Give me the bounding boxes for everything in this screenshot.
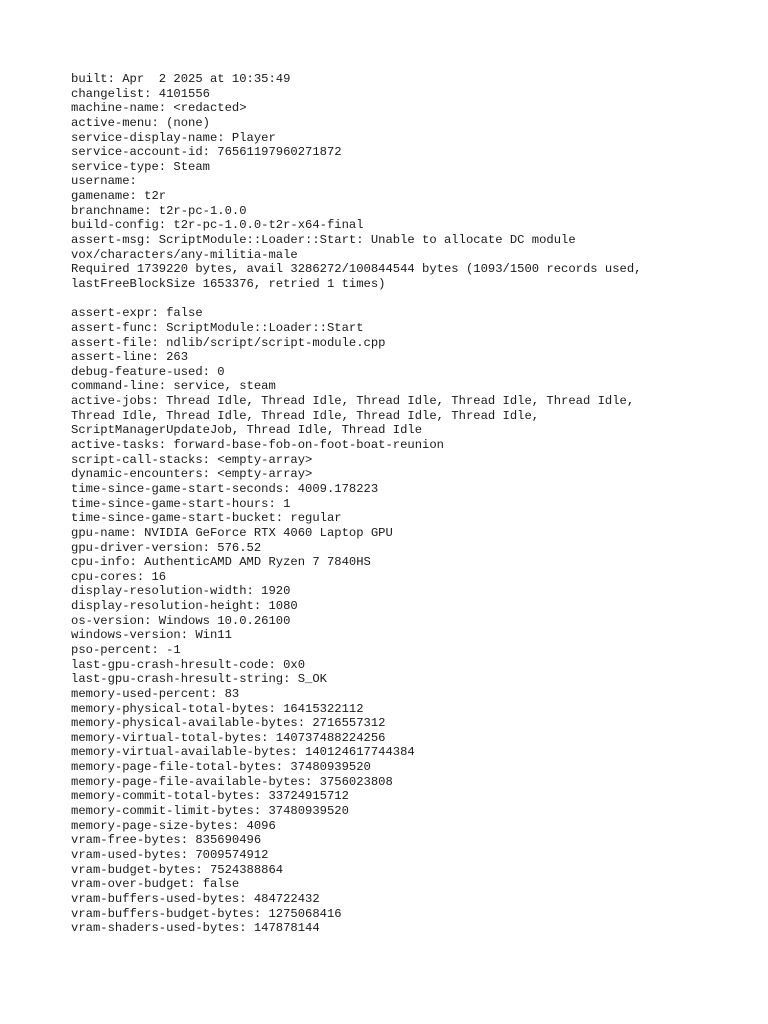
report-line: assert-msg: ScriptModule::Loader::Start: Unable to allocate DC module bbox=[71, 233, 576, 248]
report-line: gpu-name: NVIDIA GeForce RTX 4060 Laptop GPU bbox=[71, 525, 393, 540]
report-line: vram-budget-bytes: 7524388864 bbox=[71, 862, 284, 877]
report-line: assert-file: ndlib/script/script-module.cpp bbox=[71, 335, 386, 350]
report-line: memory-page-size-bytes: 4096 bbox=[71, 818, 276, 833]
report-line: display-resolution-width: 1920 bbox=[71, 584, 291, 599]
report-line: ScriptManagerUpdateJob, Thread Idle, Thread Idle bbox=[71, 423, 423, 438]
report-line: memory-physical-available-bytes: 2716557312 bbox=[71, 716, 386, 731]
report-line: assert-line: 263 bbox=[71, 350, 189, 365]
report-line: active-menu: (none) bbox=[71, 115, 210, 130]
blank-line bbox=[71, 292, 761, 307]
report-line: last-gpu-crash-hresult-string: S_OK bbox=[71, 672, 327, 687]
report-line: time-since-game-start-hours: 1 bbox=[71, 496, 291, 511]
report-line: time-since-game-start-bucket: regular bbox=[71, 511, 342, 526]
report-line: memory-virtual-available-bytes: 140124617744384 bbox=[71, 745, 415, 760]
report-line: os-version: Windows 10.0.26100 bbox=[71, 613, 291, 628]
report-line: cpu-info: AuthenticAMD AMD Ryzen 7 7840HS bbox=[71, 555, 371, 570]
report-line: cpu-cores: 16 bbox=[71, 569, 167, 584]
report-line: memory-commit-limit-bytes: 37480939520 bbox=[71, 804, 349, 819]
report-line: machine-name: <redacted> bbox=[71, 101, 247, 116]
report-line: build-config: t2r-pc-1.0.0-t2r-x64-final bbox=[71, 218, 364, 233]
report-line: last-gpu-crash-hresult-code: 0x0 bbox=[71, 657, 306, 672]
report-line: pso-percent: -1 bbox=[71, 642, 181, 657]
crash-report-text bbox=[71, 72, 761, 936]
report-line: script-call-stacks: <empty-array> bbox=[71, 452, 313, 467]
report-line: service-type: Steam bbox=[71, 159, 210, 174]
report-line: service-account-id: 76561197960271872 bbox=[71, 145, 342, 160]
report-line: memory-commit-total-bytes: 33724915712 bbox=[71, 789, 349, 804]
report-line: vram-used-bytes: 7009574912 bbox=[71, 847, 269, 862]
report-line: vram-over-budget: false bbox=[71, 877, 240, 892]
report-line: vram-buffers-used-bytes: 484722432 bbox=[71, 891, 320, 906]
report-line: active-jobs: Thread Idle, Thread Idle, Thread Idle, Thread Idle, Thread Idle, bbox=[71, 394, 635, 409]
report-line: vram-free-bytes: 835690496 bbox=[71, 833, 262, 848]
report-line: vram-buffers-budget-bytes: 1275068416 bbox=[71, 906, 342, 921]
report-line: active-tasks: forward-base-fob-on-foot-boat-reunion bbox=[71, 438, 444, 453]
report-line: assert-func: ScriptModule::Loader::Start bbox=[71, 320, 364, 335]
report-line: time-since-game-start-seconds: 4009.178223 bbox=[71, 481, 379, 496]
report-line: username: bbox=[71, 174, 137, 189]
report-line: gpu-driver-version: 576.52 bbox=[71, 540, 262, 555]
report-line: gamename: t2r bbox=[71, 189, 167, 204]
report-line: dynamic-encounters: <empty-array> bbox=[71, 467, 313, 482]
report-line: branchname: t2r-pc-1.0.0 bbox=[71, 203, 247, 218]
report-line: vram-shaders-used-bytes: 147878144 bbox=[71, 921, 320, 936]
report-line: built: Apr 2 2025 at 10:35:49 bbox=[71, 72, 291, 86]
report-line: lastFreeBlockSize 1653376, retried 1 times) bbox=[71, 276, 386, 291]
report-line: Thread Idle, Thread Idle, Thread Idle, Thread Idle, Thread Idle, bbox=[71, 408, 540, 423]
report-line: memory-physical-total-bytes: 16415322112 bbox=[71, 701, 364, 716]
report-line: vox/characters/any-militia-male bbox=[71, 247, 298, 262]
report-line: assert-expr: false bbox=[71, 306, 203, 321]
report-line: memory-virtual-total-bytes: 140737488224256 bbox=[71, 730, 386, 745]
report-line: command-line: service, steam bbox=[71, 379, 276, 394]
report-line: debug-feature-used: 0 bbox=[71, 364, 225, 379]
report-line: display-resolution-height: 1080 bbox=[71, 599, 298, 614]
report-line: service-display-name: Player bbox=[71, 130, 276, 145]
report-line: memory-page-file-available-bytes: 3756023808 bbox=[71, 774, 393, 789]
report-line: Required 1739220 bytes, avail 3286272/100844544 bytes (1093/1500 records used, bbox=[71, 262, 642, 277]
report-line: changelist: 4101556 bbox=[71, 86, 210, 101]
report-line: windows-version: Win11 bbox=[71, 628, 232, 643]
report-line: memory-page-file-total-bytes: 37480939520 bbox=[71, 760, 371, 775]
report-line: memory-used-percent: 83 bbox=[71, 686, 240, 701]
